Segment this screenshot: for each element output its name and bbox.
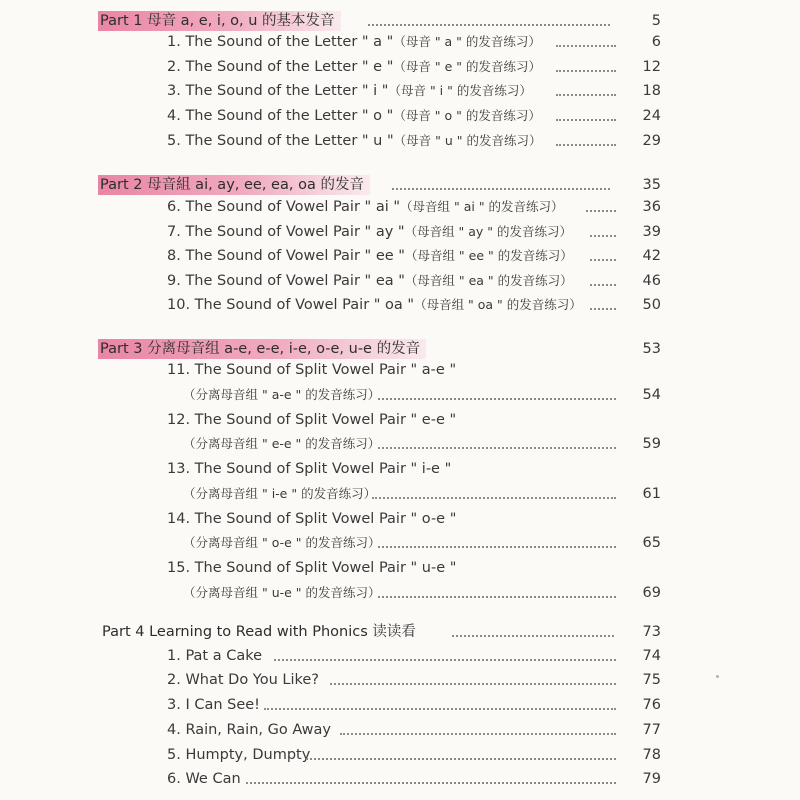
entry-chinese: （母音 " a " 的发音练习） — [393, 34, 541, 49]
part3-title: Part 3 分离母音组 a-e, e-e, i-e, o-e, u-e 的发音 — [98, 339, 426, 359]
entry-page: 12 — [642, 59, 661, 75]
entry-label: 7. The Sound of Vowel Pair " ay " — [167, 224, 405, 240]
dot-leader — [340, 733, 616, 735]
entry-chinese: （母音组 " oa " 的发音练习） — [414, 297, 582, 312]
part1-header — [0, 10, 800, 32]
entry-chinese: （母音 " u " 的发音练习） — [393, 133, 542, 148]
entry-page: 36 — [642, 199, 661, 215]
entry-chinese: （分离母音组 " e-e " 的发音练习） — [183, 436, 381, 451]
toc-entry — [0, 105, 800, 127]
entry-chinese: （母音组 " ai " 的发音练习） — [400, 199, 564, 214]
entry-chinese: （分离母音组 " i-e " 的发音练习） — [183, 486, 377, 501]
entry-chinese: （母音组 " ea " 的发音练习） — [404, 273, 573, 288]
dot-leader — [556, 94, 616, 96]
entry-page: 78 — [642, 747, 661, 763]
part3-page: 53 — [642, 341, 661, 357]
dot-leader — [274, 659, 616, 661]
part2-header — [0, 174, 800, 196]
toc-entry — [0, 56, 800, 78]
entry-label: 6. The Sound of Vowel Pair " ai " — [167, 199, 401, 215]
entry-label: 2. What Do You Like? — [167, 672, 320, 688]
toc-entry — [0, 768, 800, 790]
toc-entry — [0, 669, 800, 691]
dot-leader — [590, 308, 616, 310]
dot-leader — [556, 70, 616, 72]
part2-page: 35 — [642, 177, 661, 193]
entry-page: 77 — [642, 722, 661, 738]
paper-speck — [716, 675, 719, 678]
entry-label: 1. The Sound of the Letter " a " — [167, 34, 394, 50]
entry-label: 8. The Sound of Vowel Pair " ee " — [167, 248, 405, 264]
toc-entry — [0, 270, 800, 292]
entry-label: 5. Humpty, Dumpty — [167, 747, 311, 763]
toc-entry — [0, 80, 800, 102]
toc-entry — [0, 645, 800, 667]
entry-label: 6. We Can — [167, 771, 241, 787]
dot-leader — [378, 447, 616, 449]
dot-leader — [368, 24, 610, 26]
toc-entry — [0, 557, 800, 579]
entry-chinese: （分离母音组 " o-e " 的发音练习） — [183, 535, 381, 550]
toc-entry-sub — [0, 532, 800, 554]
dot-leader — [392, 188, 610, 190]
toc-entry — [0, 130, 800, 152]
entry-chinese: （母音 " o " 的发音练习） — [393, 108, 541, 123]
dot-leader — [378, 596, 616, 598]
part2-title: Part 2 母音組 ai, ay, ee, ea, oa 的发音 — [98, 175, 370, 195]
entry-label: 2. The Sound of the Letter " e " — [167, 59, 394, 75]
entry-label: 4. Rain, Rain, Go Away — [167, 722, 331, 738]
entry-page: 69 — [642, 585, 661, 601]
entry-label: 13. The Sound of Split Vowel Pair " i-e " — [167, 461, 452, 477]
toc-entry — [0, 31, 800, 53]
entry-page: 65 — [642, 535, 661, 551]
part1-page: 5 — [651, 13, 661, 29]
part1-title: Part 1 母音 a, e, i, o, u 的基本发音 — [98, 11, 341, 31]
dot-leader — [590, 235, 616, 237]
entry-page: 29 — [642, 133, 661, 149]
toc-entry — [0, 458, 800, 480]
entry-page: 6 — [651, 34, 661, 50]
entry-page: 61 — [642, 486, 661, 502]
entry-label: 4. The Sound of the Letter " o " — [167, 108, 394, 124]
entry-page: 79 — [642, 771, 661, 787]
dot-leader — [556, 45, 616, 47]
entry-chinese: （母音组 " ee " 的发音练习） — [404, 248, 573, 263]
toc-entry — [0, 359, 800, 381]
entry-label: 3. The Sound of the Letter " i " — [167, 83, 389, 99]
dot-leader — [372, 497, 616, 499]
entry-label: 14. The Sound of Split Vowel Pair " o-e " — [167, 511, 457, 527]
entry-label: 3. I Can See! — [167, 697, 260, 713]
dot-leader — [590, 259, 616, 261]
part3-header — [0, 338, 800, 360]
entry-page: 39 — [642, 224, 661, 240]
toc-entry-sub — [0, 582, 800, 604]
toc-entry — [0, 744, 800, 766]
toc-entry-sub — [0, 433, 800, 455]
part4-header — [0, 621, 800, 643]
dot-leader — [330, 683, 616, 685]
toc-entry — [0, 719, 800, 741]
entry-page: 74 — [642, 648, 661, 664]
dot-leader — [586, 210, 616, 212]
entry-page: 18 — [642, 83, 661, 99]
entry-page: 59 — [642, 436, 661, 452]
entry-chinese: （母音 " i " 的发音练习） — [388, 83, 532, 98]
entry-page: 75 — [642, 672, 661, 688]
toc-entry — [0, 294, 800, 316]
entry-page: 24 — [642, 108, 661, 124]
part4-title: Part 4 Learning to Read with Phonics 读读看 — [102, 624, 416, 640]
entry-label: 12. The Sound of Split Vowel Pair " e-e " — [167, 412, 457, 428]
entry-label: 11. The Sound of Split Vowel Pair " a-e " — [167, 362, 457, 378]
entry-page: 46 — [642, 273, 661, 289]
toc-entry-sub — [0, 384, 800, 406]
entry-page: 54 — [642, 387, 661, 403]
entry-label: 15. The Sound of Split Vowel Pair " u-e " — [167, 560, 457, 576]
dot-leader — [452, 635, 614, 637]
dot-leader — [378, 398, 616, 400]
entry-label: 5. The Sound of the Letter " u " — [167, 133, 394, 149]
entry-chinese: （母音组 " ay " 的发音练习） — [404, 224, 573, 239]
dot-leader — [264, 708, 616, 710]
toc-entry — [0, 245, 800, 267]
dot-leader — [246, 782, 616, 784]
entry-chinese: （母音 " e " 的发音练习） — [393, 59, 541, 74]
dot-leader — [556, 119, 616, 121]
toc-entry — [0, 409, 800, 431]
dot-leader — [378, 546, 616, 548]
toc-entry — [0, 221, 800, 243]
dot-leader — [306, 758, 616, 760]
entry-chinese: （分离母音组 " u-e " 的发音练习） — [183, 585, 381, 600]
entry-label: 1. Pat a Cake — [167, 648, 263, 664]
toc-entry — [0, 508, 800, 530]
dot-leader — [590, 284, 616, 286]
entry-page: 42 — [642, 248, 661, 264]
toc-entry-sub — [0, 483, 800, 505]
toc-entry — [0, 196, 800, 218]
dot-leader — [556, 144, 616, 146]
entry-page: 76 — [642, 697, 661, 713]
entry-chinese: （分离母音组 " a-e " 的发音练习） — [183, 387, 381, 402]
entry-label: 10. The Sound of Vowel Pair " oa " — [167, 297, 415, 313]
part4-page: 73 — [642, 624, 661, 640]
toc-entry — [0, 694, 800, 716]
entry-label: 9. The Sound of Vowel Pair " ea " — [167, 273, 405, 289]
entry-page: 50 — [642, 297, 661, 313]
